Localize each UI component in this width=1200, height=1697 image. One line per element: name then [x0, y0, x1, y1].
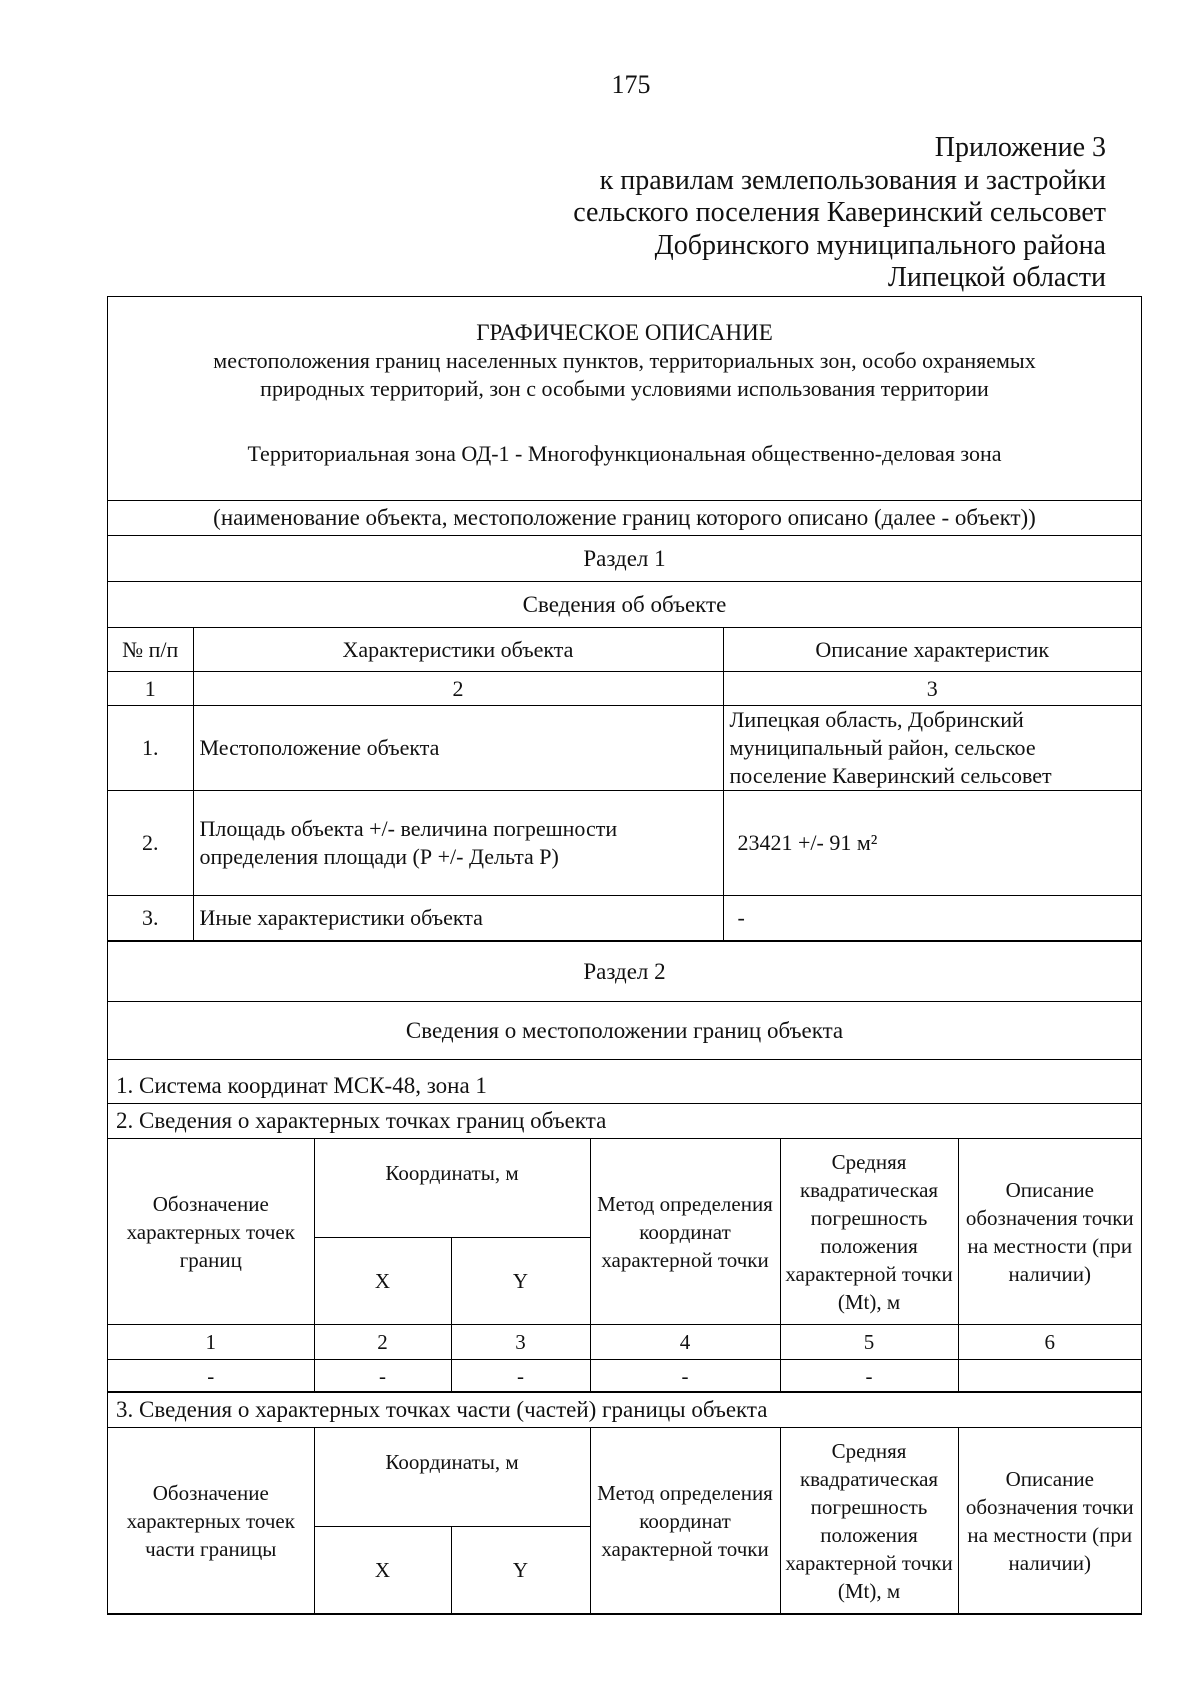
- column-header: X: [314, 1527, 451, 1614]
- table-row: [108, 791, 1141, 896]
- section1-subtitle: Сведения об объекте: [108, 581, 1141, 627]
- table-header-row: [108, 1428, 1141, 1527]
- characteristic-value: Липецкая область, Добринский муниципальный район, сельское поселение Каверинский сельсовет: [723, 706, 1141, 791]
- parts-section-title: 3. Сведения о характерных точках части (частей) границы объекта: [108, 1392, 1141, 1427]
- page-number: 175: [611, 70, 651, 99]
- appendix-line-3: сельского поселения Каверинский сельсовет: [573, 197, 1106, 228]
- table-cell: -: [314, 1360, 451, 1392]
- characteristic-name: Площадь объекта +/- величина погрешности определения площади (Р +/- Дельта Р): [193, 791, 723, 896]
- appendix-line-2: к правилам землепользования и застройки: [599, 164, 1106, 196]
- column-header: Y: [451, 1238, 590, 1325]
- column-number: 6: [958, 1325, 1141, 1360]
- column-header: № п/п: [108, 628, 193, 672]
- table-row: [108, 706, 1141, 791]
- column-number: 2: [193, 672, 723, 706]
- column-number: 4: [590, 1325, 780, 1360]
- column-number-row: [108, 672, 1141, 706]
- graphic-description-form: [107, 296, 1142, 1615]
- column-number: 3: [723, 672, 1141, 706]
- row-number: 3.: [108, 896, 193, 941]
- column-number: 3: [451, 1325, 590, 1360]
- column-header: Координаты, м: [314, 1139, 590, 1238]
- table-cell: [958, 1360, 1141, 1392]
- table-row: [108, 896, 1141, 941]
- form-subtitle-line-1: местоположения границ населенных пунктов, территориальных зон, особо охраняемых: [213, 348, 1036, 373]
- column-header: Метод определения координат характерной точки: [590, 1139, 780, 1325]
- section2-title: Раздел 2: [108, 941, 1141, 1001]
- column-header: Описание обозначения точки на местности (при наличии): [958, 1428, 1141, 1614]
- column-header: Описание обозначения точки на местности (при наличии): [958, 1139, 1141, 1325]
- column-header: Средняя квадратическая погрешность положения характерной точки (Mt), м: [780, 1139, 958, 1325]
- characteristic-value: 23421 +/- 91 м²: [723, 791, 1141, 896]
- column-header: Средняя квадратическая погрешность положения характерной точки (Mt), м: [780, 1428, 958, 1614]
- column-header: Характеристики объекта: [193, 628, 723, 672]
- zone-name: Территориальная зона ОД-1 - Многофункциональная общественно-деловая зона: [247, 441, 1002, 466]
- characteristic-value: -: [723, 896, 1141, 941]
- characteristic-name: Местоположение объекта: [193, 706, 723, 791]
- column-number: 1: [108, 1325, 314, 1360]
- table-cell: -: [451, 1360, 590, 1392]
- table-row: [108, 1360, 1141, 1392]
- points-section-title: 2. Сведения о характерных точках границ объекта: [108, 1103, 1141, 1138]
- row-number: 2.: [108, 791, 193, 896]
- column-header: Координаты, м: [314, 1428, 590, 1527]
- coordinate-system: 1. Система координат МСК-48, зона 1: [108, 1059, 1141, 1103]
- form-header: [108, 297, 1141, 500]
- table-header-row: [108, 1139, 1141, 1238]
- appendix-line-5: Липецкой области: [887, 262, 1106, 293]
- column-number: 1: [108, 672, 193, 706]
- boundary-points-table: [108, 1138, 1141, 1392]
- part-boundary-points-table: [108, 1427, 1141, 1614]
- section2-subtitle: Сведения о местоположении границ объекта: [108, 1001, 1141, 1059]
- column-header: Обозначение характерных точек части границы: [108, 1428, 314, 1614]
- appendix-line-1: Приложение 3: [934, 132, 1106, 163]
- column-number-row: [108, 1325, 1141, 1360]
- table-header-row: [108, 628, 1141, 672]
- column-header: Описание характеристик: [723, 628, 1141, 672]
- column-number: 2: [314, 1325, 451, 1360]
- row-number: 1.: [108, 706, 193, 791]
- characteristic-name: Иные характеристики объекта: [193, 896, 723, 941]
- form-subtitle-line-2: природных территорий, зон с особыми условиями использования территории: [260, 376, 989, 401]
- column-number: 5: [780, 1325, 958, 1360]
- table-cell: -: [780, 1360, 958, 1392]
- table-cell: -: [590, 1360, 780, 1392]
- appendix-note: [573, 132, 1106, 295]
- object-caption: (наименование объекта, местоположение границ которого описано (далее - объект)): [108, 500, 1141, 535]
- appendix-line-4: Добринского муниципального района: [654, 229, 1106, 261]
- column-header: Обозначение характерных точек границ: [108, 1139, 314, 1325]
- object-info-table: [108, 627, 1141, 941]
- column-header: X: [314, 1238, 451, 1325]
- form-title: ГРАФИЧЕСКОЕ ОПИСАНИЕ: [476, 320, 773, 345]
- section1-title: Раздел 1: [108, 535, 1141, 581]
- column-header: Y: [451, 1527, 590, 1614]
- table-cell: -: [108, 1360, 314, 1392]
- column-header: Метод определения координат характерной точки: [590, 1428, 780, 1614]
